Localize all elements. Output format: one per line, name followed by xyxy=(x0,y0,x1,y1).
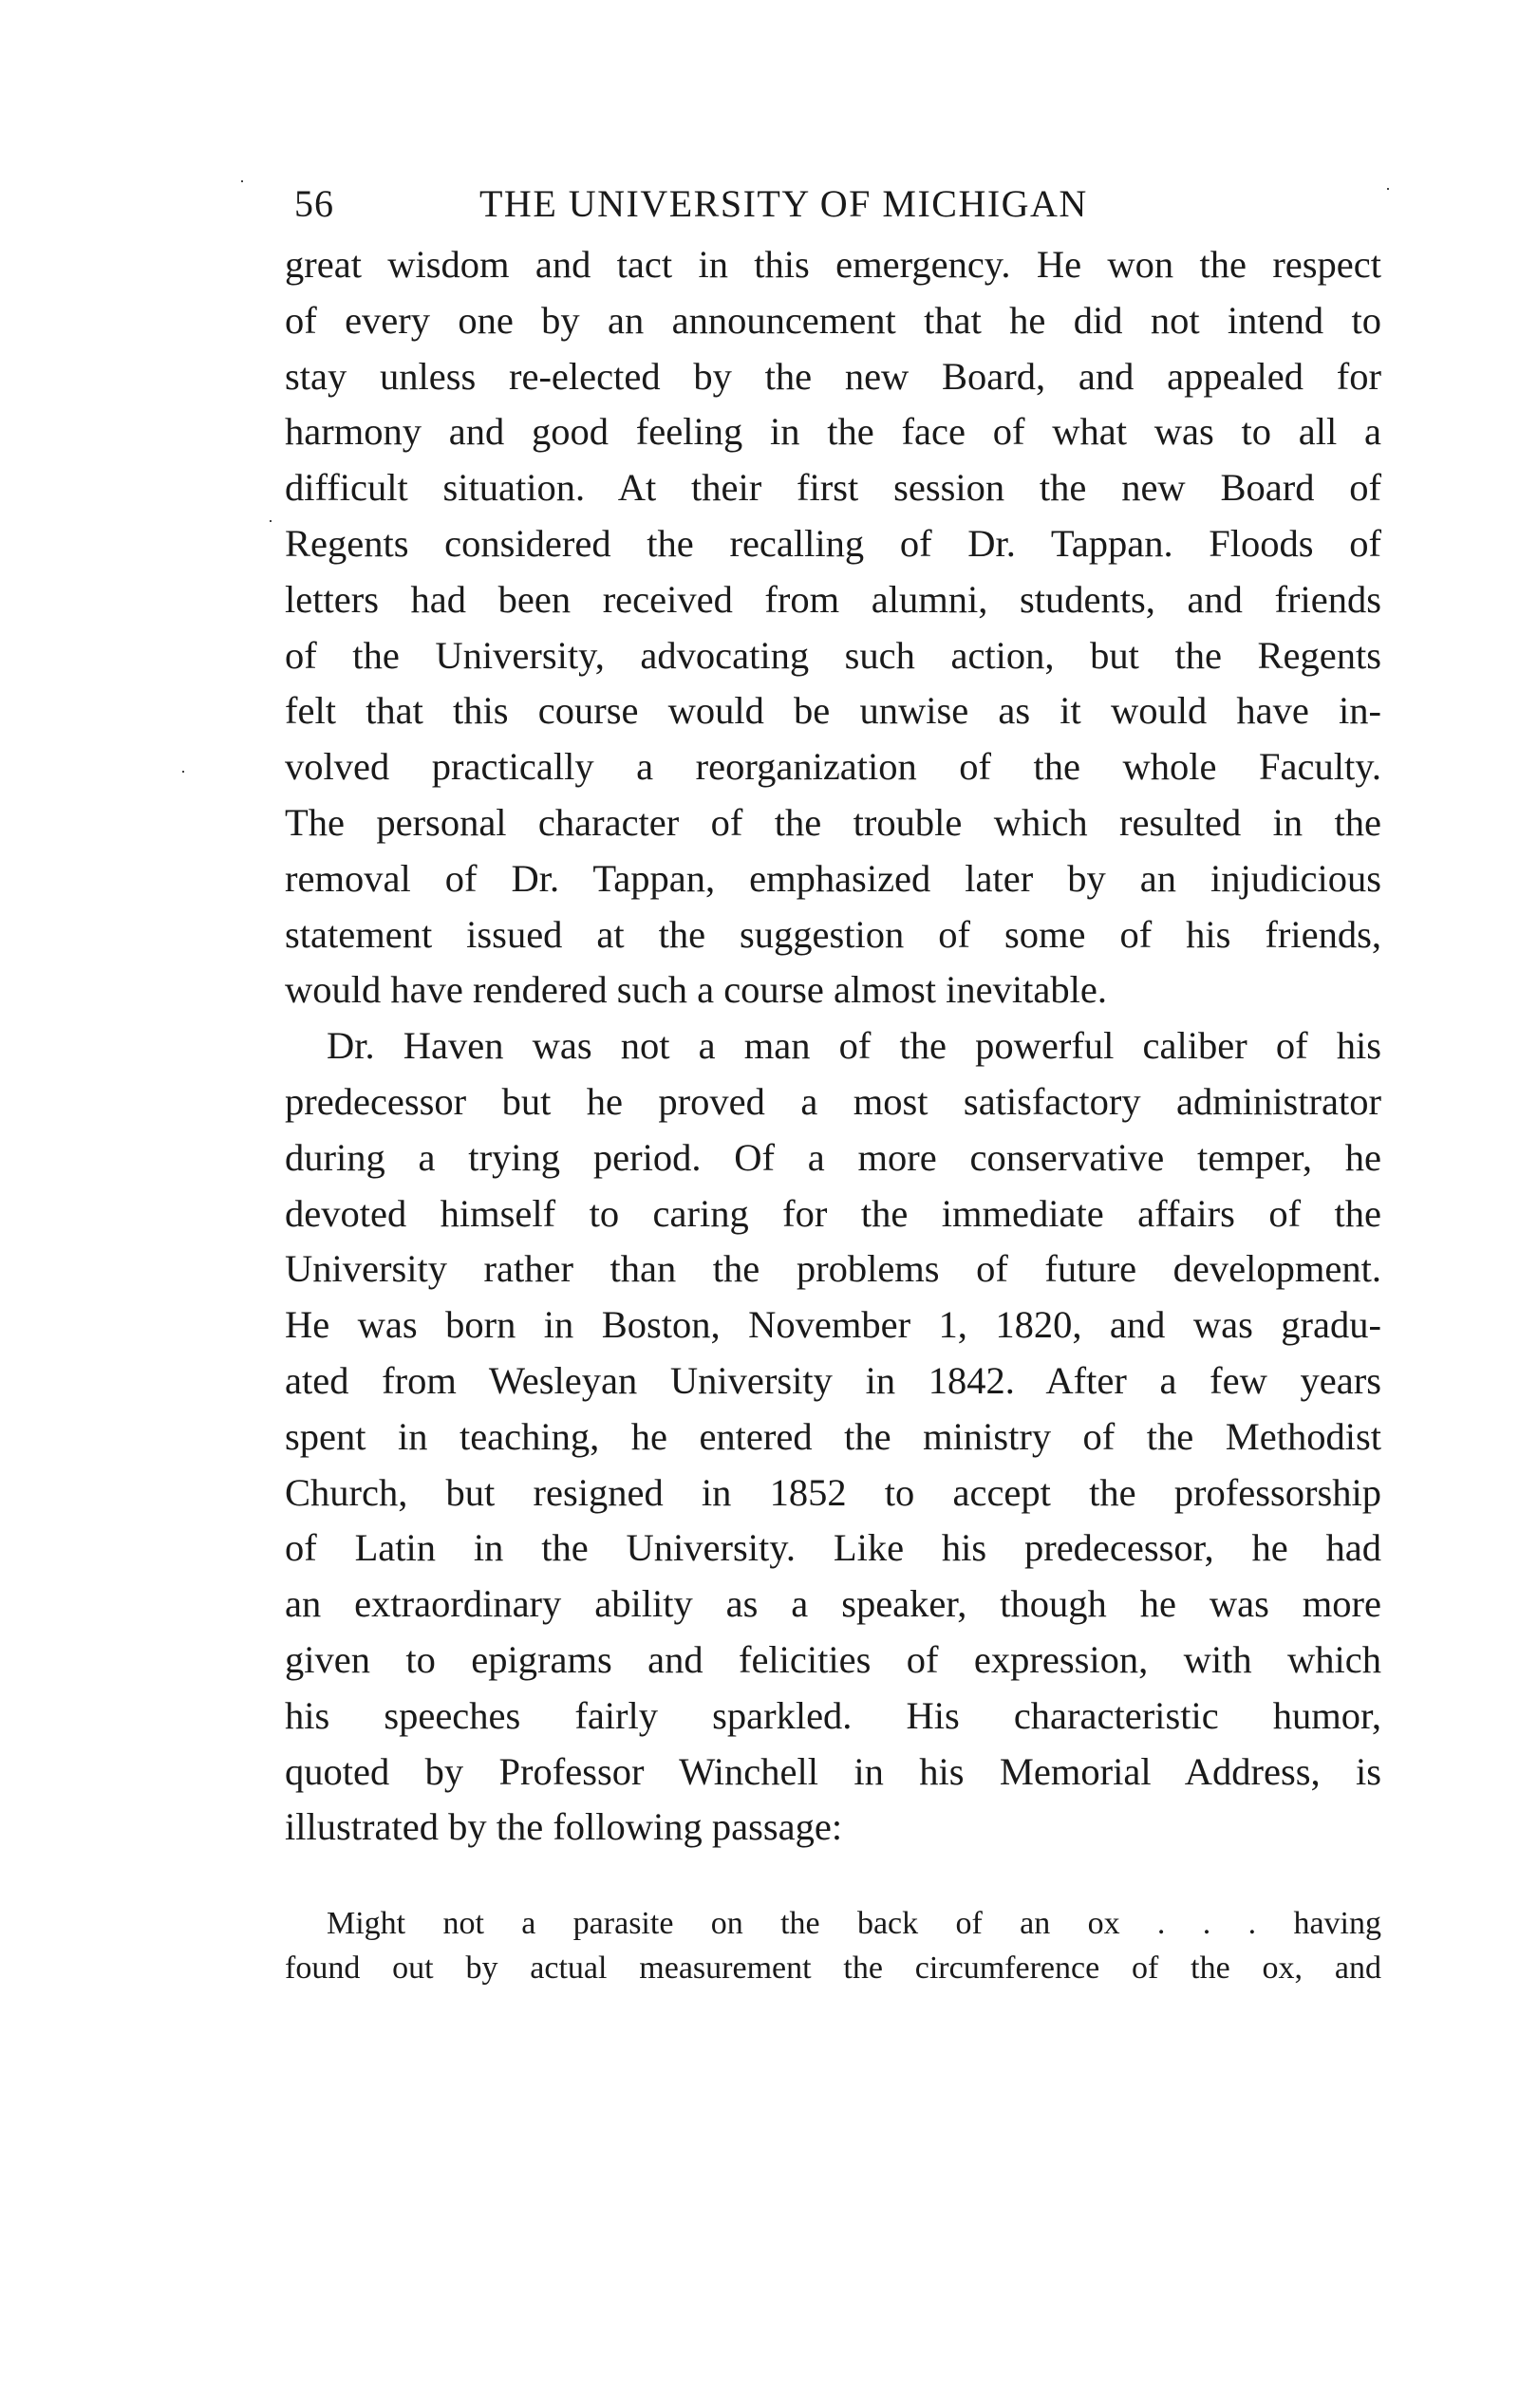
text-line: of Latin in the University. Like his predecessor, he had xyxy=(285,1526,1381,1570)
text-line: his speeches fairly sparkled. His characteristic humor, xyxy=(285,1693,1381,1737)
paragraph-2 xyxy=(285,1018,1381,1856)
text-line: would have rendered such a course almost inevitable. xyxy=(285,968,1107,1012)
text-line: University rather than the problems of future development. xyxy=(285,1247,1381,1291)
text-line: letters had been received from alumni, students, and friends xyxy=(285,577,1381,621)
text-line: Dr. Haven was not a man of the powerful caliber of his xyxy=(327,1024,1381,1068)
block-quote xyxy=(285,1901,1381,1990)
text-line: ated from Wesleyan University in 1842. After a few years xyxy=(285,1358,1381,1402)
text-line: harmony and good feeling in the face of what was to all a xyxy=(285,410,1381,454)
text-line: predecessor but he proved a most satisfactory administrator xyxy=(285,1079,1381,1123)
text-line: difficult situation. At their first session the new Board of xyxy=(285,466,1381,510)
running-title: THE UNIVERSITY OF MICHIGAN xyxy=(479,182,1088,225)
running-head xyxy=(285,171,1381,237)
quote-line: Might not a parasite on the back of an ox . . . having xyxy=(327,1906,1381,1942)
section-gap xyxy=(285,1856,1381,1901)
text-line: of the University, advocating such action, but the Regents xyxy=(285,633,1381,677)
text-line: quoted by Professor Winchell in his Memorial Address, is xyxy=(285,1749,1381,1793)
paragraph-1 xyxy=(285,237,1381,1018)
scan-speck xyxy=(241,180,243,182)
text-line: statement issued at the suggestion of some of his friends, xyxy=(285,912,1381,956)
page-number: 56 xyxy=(294,182,334,225)
body-text xyxy=(285,237,1381,1856)
text-line: great wisdom and tact in this emergency. He won the respect xyxy=(285,243,1381,286)
scan-speck xyxy=(182,771,184,773)
text-line: felt that this course would be unwise as it would have in- xyxy=(285,689,1381,733)
text-line: Church, but resigned in 1852 to accept the professorship xyxy=(285,1470,1381,1514)
text-line: during a trying period. Of a more conservative temper, he xyxy=(285,1135,1381,1179)
text-line: Regents considered the recalling of Dr. Tappan. Floods of xyxy=(285,521,1381,565)
text-line: volved practically a reorganization of the whole Faculty. xyxy=(285,745,1381,789)
text-line: removal of Dr. Tappan, emphasized later by an injudicious xyxy=(285,856,1381,900)
text-line: He was born in Boston, November 1, 1820, and was gradu- xyxy=(285,1303,1381,1347)
text-line: given to epigrams and felicities of expression, with which xyxy=(285,1637,1381,1681)
text-line: an extraordinary ability as a speaker, though he was more xyxy=(285,1582,1381,1626)
scan-speck xyxy=(270,520,272,522)
text-line: spent in teaching, he entered the ministry of the Methodist xyxy=(285,1414,1381,1458)
text-line: illustrated by the following passage: xyxy=(285,1805,843,1849)
scan-speck xyxy=(1387,188,1389,190)
text-line: stay unless re-elected by the new Board, and appealed for xyxy=(285,354,1381,398)
book-page xyxy=(285,171,1381,1990)
text-line: of every one by an announcement that he did not intend to xyxy=(285,298,1381,342)
text-line: devoted himself to caring for the immediate affairs of the xyxy=(285,1191,1381,1235)
quote-line: found out by actual measurement the circumference of the ox, and xyxy=(285,1951,1381,1987)
text-line: The personal character of the trouble which resulted in the xyxy=(285,800,1381,844)
